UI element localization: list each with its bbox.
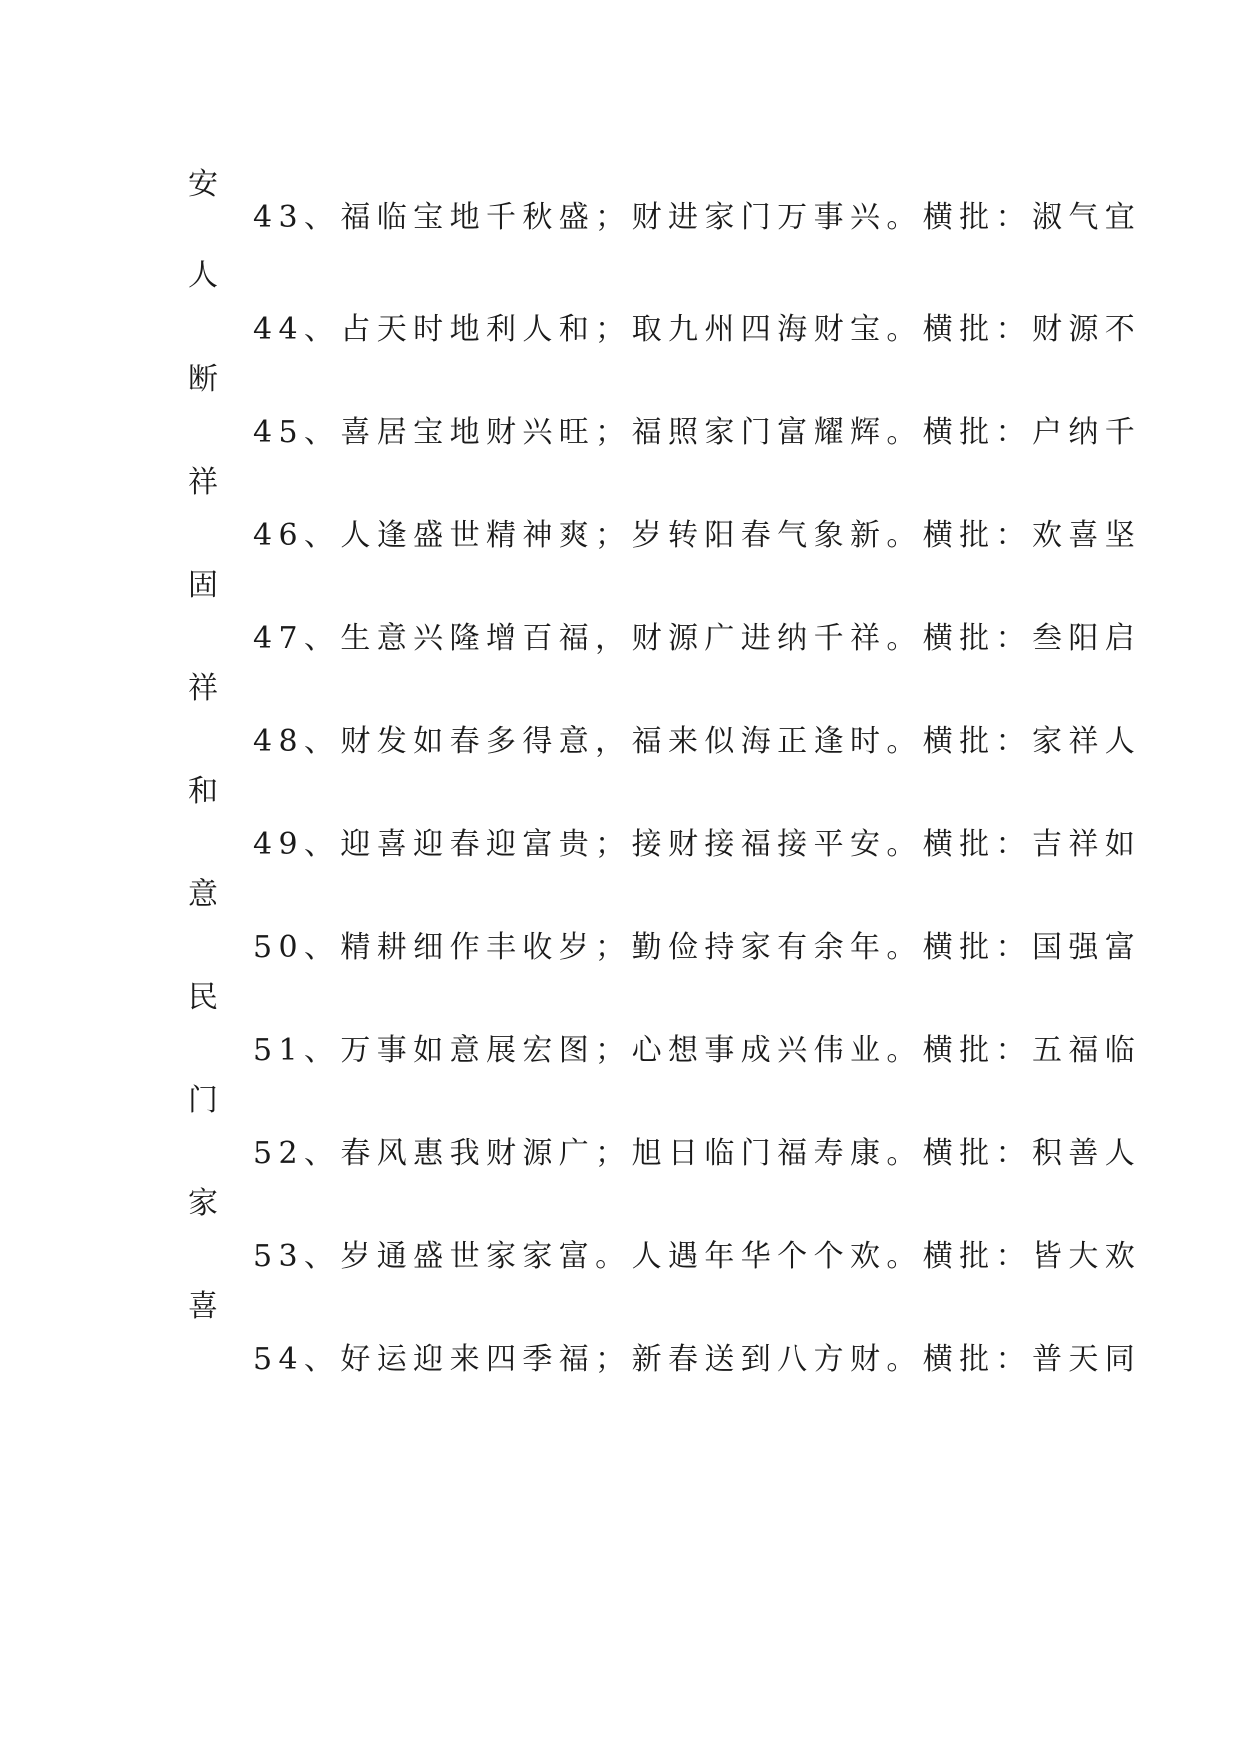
text-line: 47、生意兴隆增百福，财源广进纳千祥。横批：叁阳启 — [253, 621, 1142, 656]
text-line: 43、福临宝地千秋盛；财进家门万事兴。横批：淑气宜 — [253, 200, 1142, 235]
text-line: 家 — [188, 1186, 225, 1221]
text-line: 固 — [188, 568, 225, 603]
text-line: 断 — [188, 362, 225, 397]
text-line: 51、万事如意展宏图；心想事成兴伟业。横批：五福临 — [253, 1033, 1142, 1068]
text-line: 喜 — [188, 1289, 225, 1324]
text-line: 52、春风惠我财源广；旭日临门福寿康。横批：积善人 — [253, 1136, 1142, 1171]
text-line: 意 — [188, 877, 225, 912]
text-line: 54、好运迎来四季福；新春送到八方财。横批：普天同 — [253, 1342, 1142, 1377]
text-line: 45、喜居宝地财兴旺；福照家门富耀辉。横批：户纳千 — [253, 415, 1142, 450]
text-line: 53、岁通盛世家家富。人遇年华个个欢。横批：皆大欢 — [253, 1239, 1142, 1274]
text-line: 44、占天时地利人和；取九州四海财宝。横批：财源不 — [253, 312, 1142, 347]
text-line: 50、精耕细作丰收岁；勤俭持家有余年。横批：国强富 — [253, 930, 1142, 965]
text-line: 民 — [188, 980, 225, 1015]
text-line: 和 — [188, 774, 225, 809]
text-line: 祥 — [188, 465, 225, 500]
text-line: 48、财发如春多得意，福来似海正逢时。横批：家祥人 — [253, 724, 1142, 759]
text-line: 门 — [188, 1083, 225, 1118]
text-line: 46、人逢盛世精神爽；岁转阳春气象新。横批：欢喜坚 — [253, 518, 1142, 553]
text-line: 祥 — [188, 671, 225, 706]
text-line: 49、迎喜迎春迎富贵；接财接福接平安。横批：吉祥如 — [253, 827, 1142, 862]
text-line: 安 — [188, 167, 225, 202]
text-line: 人 — [188, 258, 225, 293]
